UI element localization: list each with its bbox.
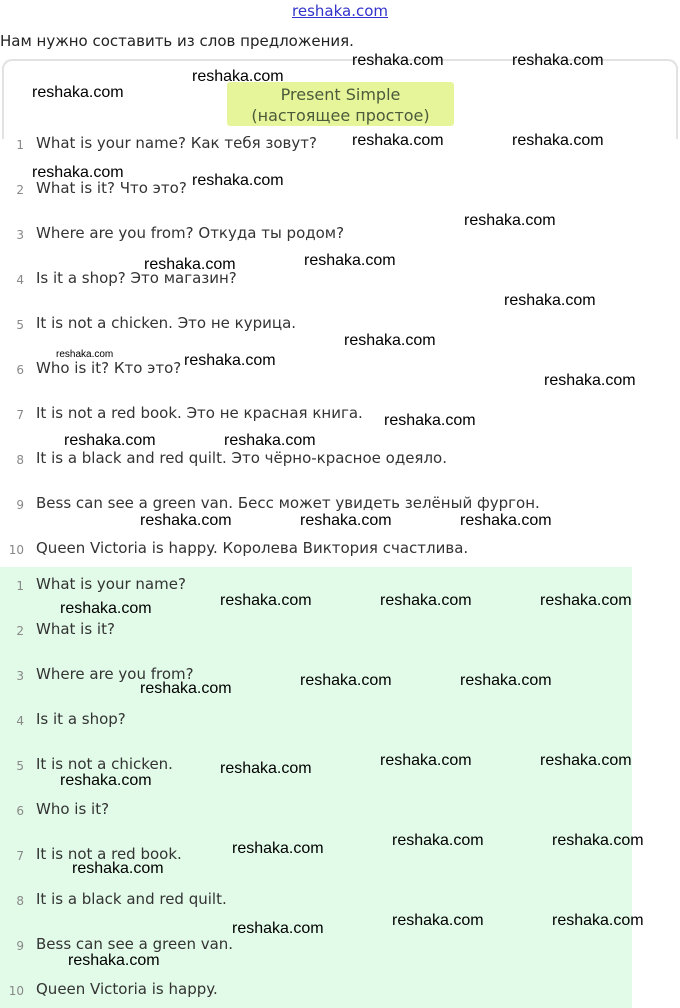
item-number: 9 <box>16 939 24 953</box>
list-item <box>0 800 640 824</box>
list-item <box>0 179 640 203</box>
watermark: reshaka.com <box>140 680 232 697</box>
watermark: reshaka.com <box>68 952 160 969</box>
watermark: reshaka.com <box>72 860 164 877</box>
list-item <box>0 539 640 563</box>
item-text: Is it a shop? <box>36 710 126 728</box>
watermark: reshaka.com <box>64 432 156 449</box>
watermark: reshaka.com <box>220 592 312 609</box>
watermark: reshaka.com <box>392 912 484 929</box>
item-number: 7 <box>16 408 24 422</box>
watermark: reshaka.com <box>460 672 552 689</box>
item-number: 1 <box>16 138 24 152</box>
item-text: It is not a red book. Это не красная книга. <box>36 404 363 422</box>
watermark: reshaka.com <box>144 256 236 273</box>
item-text: What is it? <box>36 620 115 638</box>
item-number: 4 <box>16 714 24 728</box>
item-text: It is not a chicken. <box>36 755 173 773</box>
list-item <box>0 890 640 914</box>
item-text: Queen Victoria is happy. <box>36 980 218 998</box>
watermark: reshaka.com <box>352 132 444 149</box>
watermark: reshaka.com <box>300 672 392 689</box>
watermark: reshaka.com <box>304 252 396 269</box>
list-item <box>0 710 640 734</box>
item-number: 9 <box>16 498 24 512</box>
item-number: 2 <box>16 624 24 638</box>
item-text: It is not a chicken. Это не курица. <box>36 314 297 332</box>
watermark: reshaka.com <box>184 352 276 369</box>
item-text: Who is it? <box>36 800 110 818</box>
watermark: reshaka.com <box>60 772 152 789</box>
list-item <box>0 620 640 644</box>
site-link[interactable]: reshaka.com <box>292 2 388 20</box>
watermark: reshaka.com <box>32 84 124 101</box>
item-text: It is not a red book. <box>36 845 182 863</box>
watermark: reshaka.com <box>540 752 632 769</box>
item-text: It is a black and red quilt. <box>36 890 227 908</box>
item-text: Who is it? Кто это? <box>36 359 182 377</box>
watermark: reshaka.com <box>460 512 552 529</box>
item-text: Where are you from? Откуда ты родом? <box>36 224 345 242</box>
watermark: reshaka.com <box>352 52 444 69</box>
watermark: reshaka.com <box>540 592 632 609</box>
list-item <box>0 404 640 428</box>
watermark: reshaka.com <box>60 600 152 617</box>
item-number: 5 <box>16 759 24 773</box>
item-number: 3 <box>16 228 24 242</box>
watermark: reshaka.com <box>552 832 644 849</box>
list-item <box>0 449 640 473</box>
title-line-2: (настоящее простое) <box>251 106 430 125</box>
list-item <box>0 269 640 293</box>
item-number: 10 <box>8 984 24 998</box>
item-text: Is it a shop? Это магазин? <box>36 269 237 287</box>
watermark: reshaka.com <box>380 592 472 609</box>
watermark: reshaka.com <box>384 412 476 429</box>
watermark: reshaka.com <box>192 68 284 85</box>
watermark: reshaka.com <box>512 132 604 149</box>
item-number: 8 <box>16 894 24 908</box>
watermark: reshaka.com <box>552 912 644 929</box>
watermark: reshaka.com <box>380 752 472 769</box>
watermark: reshaka.com <box>232 920 324 937</box>
item-text: It is a black and red quilt. Это чёрно-красное одеяло. <box>36 449 447 467</box>
item-number: 6 <box>16 804 24 818</box>
list-item <box>0 314 640 338</box>
watermark: reshaka.com <box>140 512 232 529</box>
item-text: What is your name? <box>36 575 186 593</box>
item-number: 10 <box>8 543 24 557</box>
watermark: reshaka.com <box>504 292 596 309</box>
item-number: 7 <box>16 849 24 863</box>
title-line-1: Present Simple <box>280 85 401 104</box>
list-item <box>0 980 640 1004</box>
watermark: reshaka.com <box>56 349 114 360</box>
title-box <box>227 82 454 126</box>
item-number: 1 <box>16 579 24 593</box>
item-text: Where are you from? <box>36 665 194 683</box>
item-number: 5 <box>16 318 24 332</box>
item-text: What is your name? Как тебя зовут? <box>36 134 317 152</box>
watermark: reshaka.com <box>300 512 392 529</box>
watermark: reshaka.com <box>464 212 556 229</box>
watermark: reshaka.com <box>232 840 324 857</box>
item-number: 3 <box>16 669 24 683</box>
intro-text: Нам нужно составить из слов предложения. <box>0 32 354 50</box>
watermark: reshaka.com <box>512 52 604 69</box>
watermark: reshaka.com <box>544 372 636 389</box>
watermark: reshaka.com <box>192 172 284 189</box>
item-text: Bess can see a green van. <box>36 935 234 953</box>
watermark: reshaka.com <box>344 332 436 349</box>
item-text: Queen Victoria is happy. Королева Виктория счастлива. <box>36 539 469 557</box>
item-number: 4 <box>16 273 24 287</box>
item-number: 6 <box>16 363 24 377</box>
watermark: reshaka.com <box>220 760 312 777</box>
item-number: 2 <box>16 183 24 197</box>
item-number: 8 <box>16 453 24 467</box>
item-text: What is it? Что это? <box>36 179 187 197</box>
watermark: reshaka.com <box>32 164 124 181</box>
watermark: reshaka.com <box>224 432 316 449</box>
watermark: reshaka.com <box>392 832 484 849</box>
item-text: Bess can see a green van. Бесс может увидеть зелёный фургон. <box>36 494 540 512</box>
